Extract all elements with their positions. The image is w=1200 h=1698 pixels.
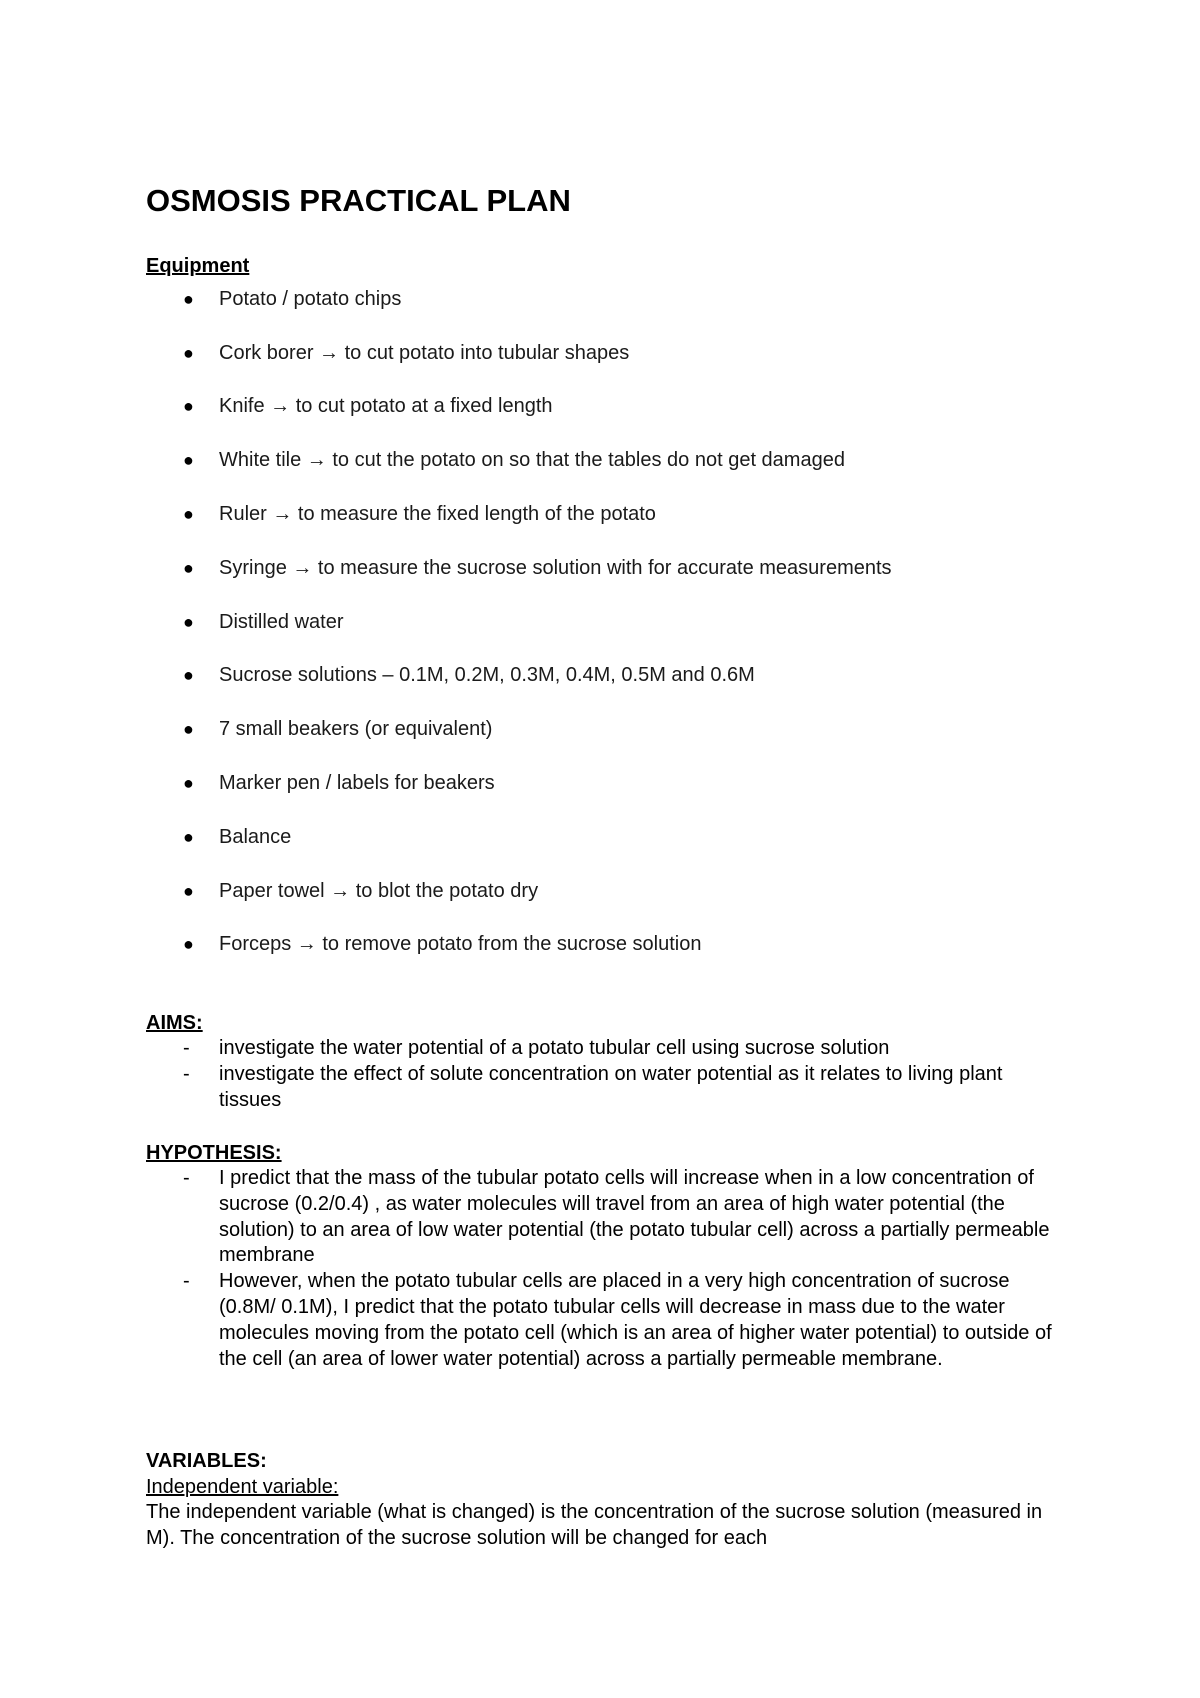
independent-variable-heading: Independent variable: [146,1476,339,1498]
bullet-icon: ● [183,827,194,847]
list-item-text: Cork borer → to cut potato into tubular shapes [219,342,630,364]
list-item [0,823,1200,851]
list-item-text: investigate the water potential of a potato tubular cell using sucrose solution [219,1037,890,1059]
bullet-icon: ● [183,881,194,901]
variables-heading: VARIABLES: [146,1450,267,1472]
list-item [0,877,1200,905]
list-item-text: Distilled water [219,611,344,633]
dash-bullet: - [183,1037,190,1059]
hypothesis-heading: HYPOTHESIS: [146,1142,282,1164]
list-item-text: Sucrose solutions – 0.1M, 0.2M, 0.3M, 0.4M, 0.5M and 0.6M [219,664,755,686]
list-item [0,1166,1059,1269]
list-item [0,1062,1059,1114]
aims-list [0,1036,1200,1113]
independent-variable-text: The independent variable (what is changed) is the concentration of the sucrose solution (measured in M). The concentration of the sucrose solution will be changed for each [146,1501,1043,1549]
bullet-icon: ● [183,934,194,954]
list-item-text: 7 small beakers (or equivalent) [219,718,493,740]
dash-bullet: - [183,1062,190,1085]
bullet-icon: ● [183,289,194,309]
list-item-text: Ruler → to measure the fixed length of the potato [219,503,656,525]
bullet-icon: ● [183,343,194,363]
list-item [0,285,1200,313]
bullet-icon: ● [183,504,194,524]
list-item-text: However, when the potato tubular cells are placed in a very high concentration of sucrose (0.8M/ 0.1M), I predict that the potato tubular cells will decrease in mass due to the water molecules moving from the potato cell (which is an area of higher water potential) to outside of the cell (an area of lower water potential) across a partially permeable membrane. [219,1270,1052,1370]
list-item [0,554,1200,582]
list-item-text: White tile → to cut the potato on so that the tables do not get damaged [219,449,845,471]
list-item [0,769,1200,797]
list-item-text: Potato / potato chips [219,288,402,310]
list-item [0,1036,1059,1062]
bullet-icon: ● [183,665,194,685]
list-item [0,661,1200,689]
list-item-text: Balance [219,826,292,848]
list-item-text: investigate the effect of solute concentration on water potential as it relates to living plant tissues [219,1062,1003,1111]
list-item [0,608,1200,636]
list-item [0,446,1200,474]
list-item [0,715,1200,743]
list-item [0,392,1200,420]
bullet-icon: ● [183,558,194,578]
dash-bullet: - [183,1270,190,1293]
list-item [0,930,1200,958]
list-item-text: I predict that the mass of the tubular potato cells will increase when in a low concentration of sucrose (0.2/0.4) , as water molecules will travel from an area of high water potential (the solution) to an area of low water potential (the potato tubular cell) across a partially permeable membrane [219,1167,1050,1267]
bullet-icon: ● [183,450,194,470]
list-item-text: Syringe → to measure the sucrose solution with for accurate measurements [219,557,892,579]
aims-heading: AIMS: [146,1012,203,1034]
list-item [0,500,1200,528]
list-item-text: Paper towel → to blot the potato dry [219,880,539,902]
list-item [0,339,1200,367]
dash-bullet: - [183,1167,190,1189]
list-item-text: Knife → to cut potato at a fixed length [219,395,553,417]
list-item-text: Marker pen / labels for beakers [219,772,495,794]
bullet-icon: ● [183,773,194,793]
bullet-icon: ● [183,612,194,632]
list-item [0,1269,1059,1372]
equipment-heading: Equipment [146,255,250,277]
bullet-icon: ● [183,719,194,739]
list-item-text: Forceps → to remove potato from the sucrose solution [219,933,702,955]
hypothesis-list [0,1166,1200,1372]
bullet-icon: ● [183,396,194,416]
page-title: OSMOSIS PRACTICAL PLAN [146,183,571,218]
